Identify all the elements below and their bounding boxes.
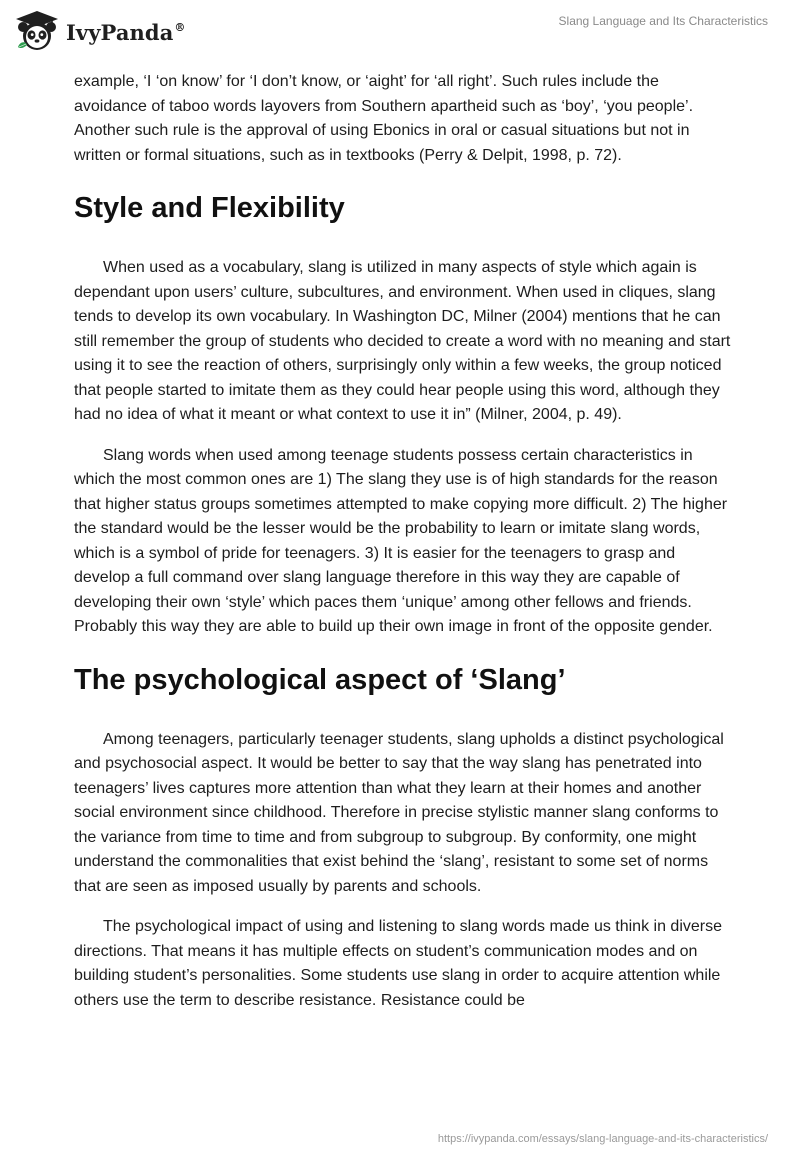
- paragraph-intro: example, ‘I ‘on know’ for ‘I don’t know, or ‘aight’ for ‘all right’. Such rules include the avoidance of taboo words layovers from Southern apartheid such as ‘boy’, ‘you people’. Another such rule is the approval of using Ebonics in oral or casual situations but not in written or formal situations, such as in textbooks (Perry & Delpit, 1998, p. 72).: [74, 73, 694, 164]
- source-url[interactable]: https://ivypanda.com/essays/slang-language-and-its-characteristics/: [437, 1133, 768, 1145]
- trademark: ®: [174, 20, 186, 34]
- panda-graduate-icon: [14, 9, 60, 55]
- brand-name: IvyPanda®: [66, 19, 186, 45]
- page-header: [0, 0, 800, 66]
- paragraph: Slang words when used among teenage students possess certain characteristics in which the most common ones are 1) The slang they use is of high standards for the reason that higher status groups sometimes attempted to make copying more difficult. 2) The higher the standard would be the lesser would be the probability to learn or imitate slang words, which is a symbol of pride for teenagers. 3) It is easier for the teenagers to grasp and develop a full command over slang language therefore in this way they are capable of developing their own ‘style’ which paces them ‘unique’ among other fellows and friends. Probably this way they are able to build up their own image in front of the opposite gender.: [74, 446, 728, 635]
- paragraph: The psychological impact of using and listening to slang words made us think in diverse directions. That means it has multiple effects on student’s communication modes and on building student’s personalities. Some students use slang in order to acquire attention while others use the term to describe resistance. Resistance could be: [74, 918, 722, 1009]
- paragraph: When used as a vocabulary, slang is utilized in many aspects of style which again is dependant upon users’ culture, subcultures, and environment. When used in cliques, slang tends to develop its own vocabulary. In Washington DC, Milner (2004) mentions that he can still remember the group of students who decided to create a word with no meaning and start using it to see the reaction of others, surprisingly only within a few weeks, the group noticed that people started to imitate them as they could hear people using this word, although they had no idea of what it meant or what context to use it in” (Milner, 2004, p. 49).: [74, 259, 731, 423]
- ivypanda-logo[interactable]: [14, 9, 186, 55]
- document-title: Slang Language and Its Characteristics: [558, 14, 768, 28]
- essay-content: [74, 70, 734, 1013]
- paragraph: Among teenagers, particularly teenager students, slang upholds a distinct psychological and psychosocial aspect. It would be better to say that the way slang has penetrated into teenagers’ lives captures more attention than what they learn at their homes and another social environment since childhood. Therefore in precise stylistic manner slang conforms to the variance from time to time and from subgroup to subgroup. By conformity, one might understand the commonalities that exist behind the ‘slang’, resistant to some set of norms that are seen as imposed usually by parents and schools.: [74, 730, 724, 895]
- section-heading-psychological-aspect: The psychological aspect of ‘Slang’: [74, 663, 566, 696]
- section-heading-style-flexibility: Style and Flexibility: [74, 192, 345, 224]
